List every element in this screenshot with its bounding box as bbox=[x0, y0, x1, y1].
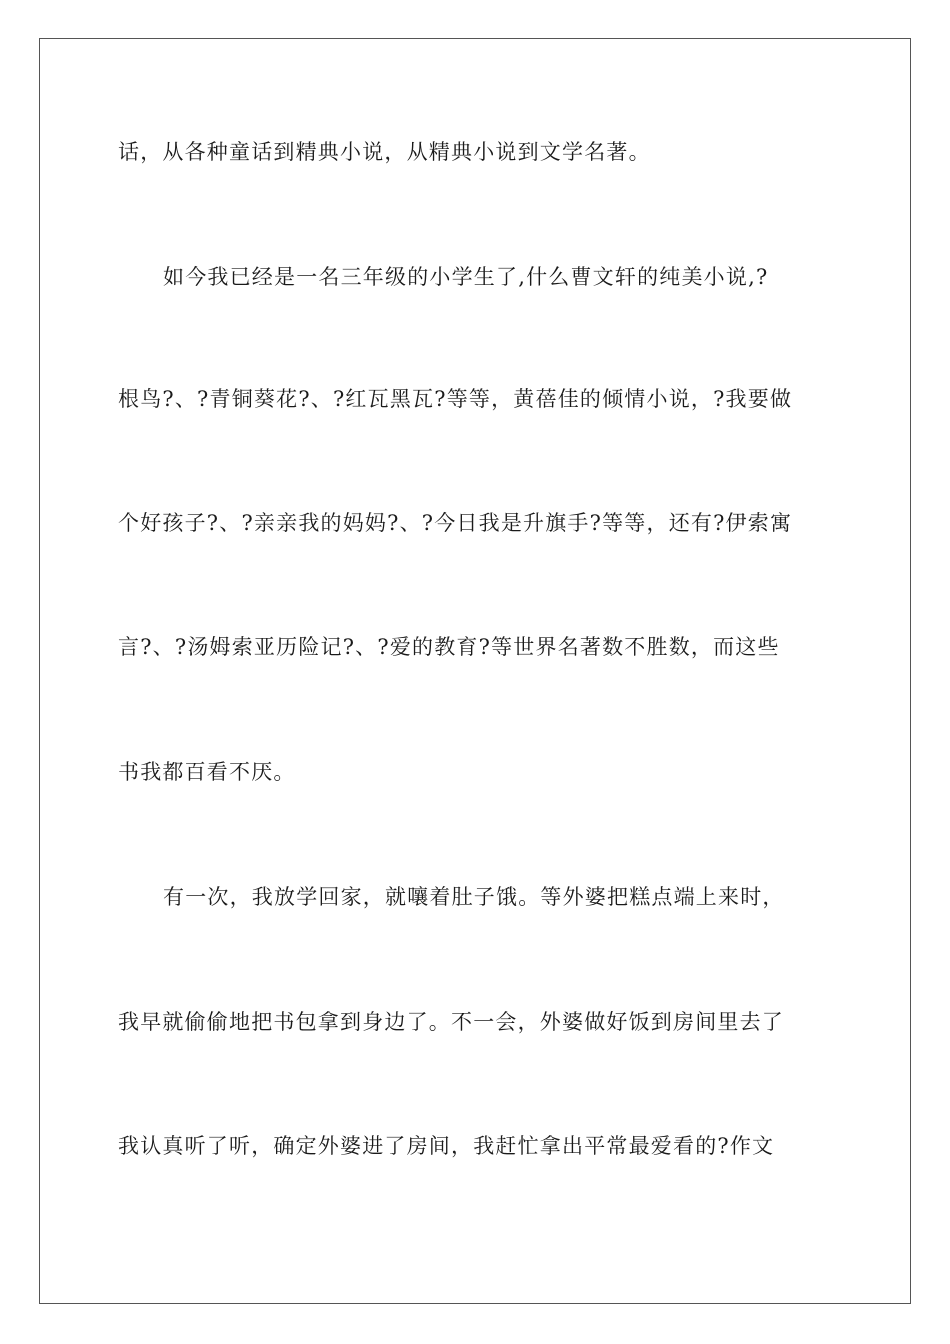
text-line: 有一次，我放学回家，就嚷着肚子饿。等外婆把糕点端上来时， bbox=[163, 885, 785, 909]
text-line: 根鸟?、?青铜葵花?、?红瓦黑瓦?等等，黄蓓佳的倾情小说，?我要做 bbox=[118, 387, 793, 411]
text-line: 个好孩子?、?亲亲我的妈妈?、?今日我是升旗手?等等，还有?伊索寓 bbox=[118, 511, 793, 535]
text-line: 我认真听了听，确定外婆进了房间，我赶忙拿出平常最爱看的?作文 bbox=[118, 1134, 775, 1158]
text-line: 言?、?汤姆索亚历险记?、?爱的教育?等世界名著数不胜数，而这些 bbox=[118, 635, 780, 659]
text-line: 书我都百看不厌。 bbox=[118, 760, 296, 784]
text-line: 我早就偷偷地把书包拿到身边了。不一会，外婆做好饭到房间里去了 bbox=[118, 1010, 784, 1034]
text-line: 如今我已经是一名三年级的小学生了,什么曹文轩的纯美小说,? bbox=[163, 265, 769, 289]
page-border bbox=[39, 38, 911, 1304]
text-line: 话，从各种童话到精典小说，从精典小说到文学名著。 bbox=[118, 140, 651, 164]
